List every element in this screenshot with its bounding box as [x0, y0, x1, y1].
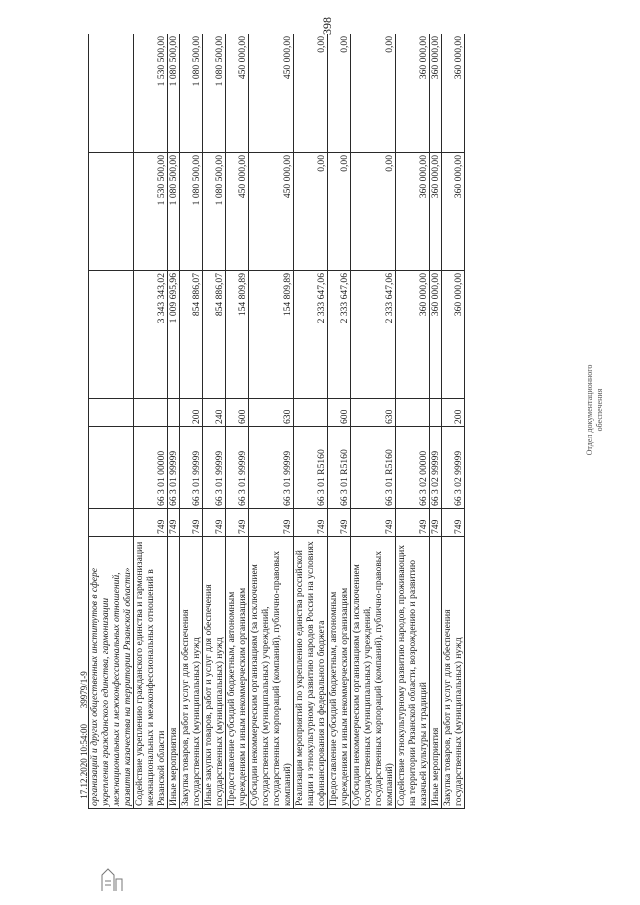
- row-name-cell: Реализация мероприятий по укреплению единства российской нации и этнокультурному развитию народов России на условиях софинансирования из федерального бюджета: [294, 537, 328, 809]
- row-target-article-cell: 66 3 01 99999: [226, 427, 249, 509]
- row-amount-2-cell: 360 000,00: [396, 153, 430, 271]
- row-ministry-code-cell: [89, 509, 134, 537]
- row-expense-type-cell: [134, 399, 168, 427]
- row-expense-type-cell: [294, 399, 328, 427]
- row-amount-3-cell: 1 080 500,00: [203, 34, 226, 153]
- row-name-cell: Предоставление субсидий бюджетным, автономным учреждениям и иным некоммерческим организациям: [328, 537, 351, 809]
- row-name-cell: Закупка товаров, работ и услуг для обеспечения государственных (муниципальных) нужд: [442, 537, 465, 809]
- row-target-article-cell: [89, 427, 134, 509]
- row-name-cell: организаций и других общественных институтов в сфере укрепления гражданского единства, гармонизации межнациональных и межконфессиональных отношений, развития казачества на территории Рязанской области»: [89, 537, 134, 809]
- department-stamp: [578, 350, 612, 470]
- table-row: [328, 34, 351, 809]
- row-amount-3-cell: [89, 34, 134, 153]
- table-row: [294, 34, 328, 809]
- row-ministry-code-cell: 749: [203, 509, 226, 537]
- row-amount-3-cell: 450 000,00: [226, 34, 249, 153]
- row-amount-2-cell: 1 080 500,00: [168, 153, 180, 271]
- row-amount-3-cell: 360 000,00: [442, 34, 465, 153]
- row-ministry-code-cell: 749: [226, 509, 249, 537]
- row-expense-type-cell: 600: [226, 399, 249, 427]
- row-amount-1-cell: 2 333 647,06: [351, 271, 396, 399]
- budget-table-frame: [88, 34, 598, 809]
- row-ministry-code-cell: 749: [430, 509, 442, 537]
- table-row: [249, 34, 294, 809]
- row-amount-1-cell: 154 809,89: [226, 271, 249, 399]
- row-ministry-code-cell: 749: [351, 509, 396, 537]
- row-amount-1-cell: 854 886,07: [203, 271, 226, 399]
- row-amount-1-cell: 2 333 647,06: [328, 271, 351, 399]
- row-name-cell: Субсидии некоммерческим организациям (за исключением государственных (муниципальных) учреждений, государственных корпораций (компаний), публично-правовых компаний): [249, 537, 294, 809]
- row-amount-1-cell: 2 333 647,06: [294, 271, 328, 399]
- row-ministry-code-cell: 749: [180, 509, 203, 537]
- row-amount-3-cell: 0,00: [351, 34, 396, 153]
- page-number-text: 398: [320, 17, 334, 35]
- row-target-article-cell: 66 3 01 00000: [134, 427, 168, 509]
- row-amount-2-cell: 1 080 500,00: [180, 153, 203, 271]
- row-amount-3-cell: 360 000,00: [430, 34, 442, 153]
- footer-document-id: 39979/1-9: [79, 671, 89, 709]
- row-amount-3-cell: 0,00: [328, 34, 351, 153]
- table-row: [180, 34, 203, 809]
- row-amount-1-cell: 154 809,89: [249, 271, 294, 399]
- table-row: [203, 34, 226, 809]
- row-expense-type-cell: [89, 399, 134, 427]
- row-name-cell: Иные мероприятия: [168, 537, 180, 809]
- row-ministry-code-cell: 749: [328, 509, 351, 537]
- row-target-article-cell: 66 3 01 R5160: [294, 427, 328, 509]
- table-row: [430, 34, 442, 809]
- row-name-cell: Содействие этнокультурному развитию народов, проживающих на территории Рязанской области, возрождению и развитию казачьей культуры и традиций: [396, 537, 430, 809]
- row-amount-3-cell: 1 080 500,00: [180, 34, 203, 153]
- row-target-article-cell: 66 3 01 99999: [180, 427, 203, 509]
- row-ministry-code-cell: 749: [442, 509, 465, 537]
- row-amount-1-cell: 854 886,07: [180, 271, 203, 399]
- row-target-article-cell: 66 3 01 99999: [203, 427, 226, 509]
- row-target-article-cell: 66 3 02 99999: [442, 427, 465, 509]
- row-amount-2-cell: 0,00: [328, 153, 351, 271]
- row-amount-2-cell: 450 000,00: [226, 153, 249, 271]
- row-expense-type-cell: 600: [328, 399, 351, 427]
- row-name-cell: Содействие укреплению гражданского единства и гармонизации межнациональных и межконфессиональных отношений в Рязанской области: [134, 537, 168, 809]
- row-amount-2-cell: 1 530 500,00: [134, 153, 168, 271]
- row-amount-2-cell: 360 000,00: [442, 153, 465, 271]
- row-target-article-cell: 66 3 02 00000: [396, 427, 430, 509]
- row-amount-3-cell: 360 000,00: [396, 34, 430, 153]
- table-row: [168, 34, 180, 809]
- row-expense-type-cell: 240: [203, 399, 226, 427]
- row-name-cell: Предоставление субсидий бюджетным, автономным учреждениям и иным некоммерческим организациям: [226, 537, 249, 809]
- row-ministry-code-cell: 749: [249, 509, 294, 537]
- row-expense-type-cell: 630: [249, 399, 294, 427]
- row-amount-3-cell: 450 000,00: [249, 34, 294, 153]
- row-amount-3-cell: 1 080 500,00: [168, 34, 180, 153]
- row-name-cell: Субсидии некоммерческим организациям (за исключением государственных (муниципальных) учреждений, государственных корпораций (компаний), публично-правовых компаний): [351, 537, 396, 809]
- table-row: [396, 34, 430, 809]
- row-expense-type-cell: [430, 399, 442, 427]
- table-row: [351, 34, 396, 809]
- corner-logo-icon: [96, 855, 126, 895]
- stamp-line-2: обеспечения: [595, 388, 604, 432]
- row-ministry-code-cell: 749: [168, 509, 180, 537]
- footer-stamp: [72, 590, 96, 880]
- footer-stamp-text: [79, 671, 89, 799]
- row-expense-type-cell: [168, 399, 180, 427]
- row-amount-2-cell: 360 000,00: [430, 153, 442, 271]
- row-amount-1-cell: 3 343 343,02: [134, 271, 168, 399]
- row-amount-2-cell: 0,00: [351, 153, 396, 271]
- row-ministry-code-cell: 749: [396, 509, 430, 537]
- row-amount-3-cell: 1 530 500,00: [134, 34, 168, 153]
- budget-table-body: [89, 34, 465, 809]
- row-amount-1-cell: 360 000,00: [442, 271, 465, 399]
- row-amount-2-cell: 450 000,00: [249, 153, 294, 271]
- row-amount-2-cell: 1 080 500,00: [203, 153, 226, 271]
- row-name-cell: Иные закупки товаров, работ и услуг для обеспечения государственных (муниципальных) нужд: [203, 537, 226, 809]
- row-target-article-cell: 66 3 01 R5160: [328, 427, 351, 509]
- row-expense-type-cell: 630: [351, 399, 396, 427]
- row-expense-type-cell: [396, 399, 430, 427]
- row-expense-type-cell: 200: [442, 399, 465, 427]
- row-target-article-cell: 66 3 02 99999: [430, 427, 442, 509]
- table-row: [226, 34, 249, 809]
- row-ministry-code-cell: 749: [294, 509, 328, 537]
- budget-table-rotated-container: [88, 34, 598, 809]
- row-amount-1-cell: 360 000,00: [430, 271, 442, 399]
- row-target-article-cell: 66 3 01 99999: [249, 427, 294, 509]
- stamp-line-1: Отдел документационного: [585, 364, 594, 456]
- budget-table: [88, 34, 465, 809]
- row-name-cell: Иные мероприятия: [430, 537, 442, 809]
- row-amount-1-cell: 360 000,00: [396, 271, 430, 399]
- table-row: [134, 34, 168, 809]
- row-amount-1-cell: 1 009 695,96: [168, 271, 180, 399]
- row-ministry-code-cell: 749: [134, 509, 168, 537]
- table-row: [442, 34, 465, 809]
- department-stamp-text: [585, 365, 605, 456]
- row-expense-type-cell: 200: [180, 399, 203, 427]
- row-amount-2-cell: 0,00: [294, 153, 328, 271]
- footer-date-time: 17.12.2020 10:54:00: [79, 723, 89, 799]
- row-name-cell: Закупка товаров, работ и услуг для обеспечения государственных (муниципальных) нужд: [180, 537, 203, 809]
- row-amount-2-cell: [89, 153, 134, 271]
- row-target-article-cell: 66 3 01 R5160: [351, 427, 396, 509]
- row-target-article-cell: 66 3 01 99999: [168, 427, 180, 509]
- row-amount-3-cell: 0,00: [294, 34, 328, 153]
- row-amount-1-cell: [89, 271, 134, 399]
